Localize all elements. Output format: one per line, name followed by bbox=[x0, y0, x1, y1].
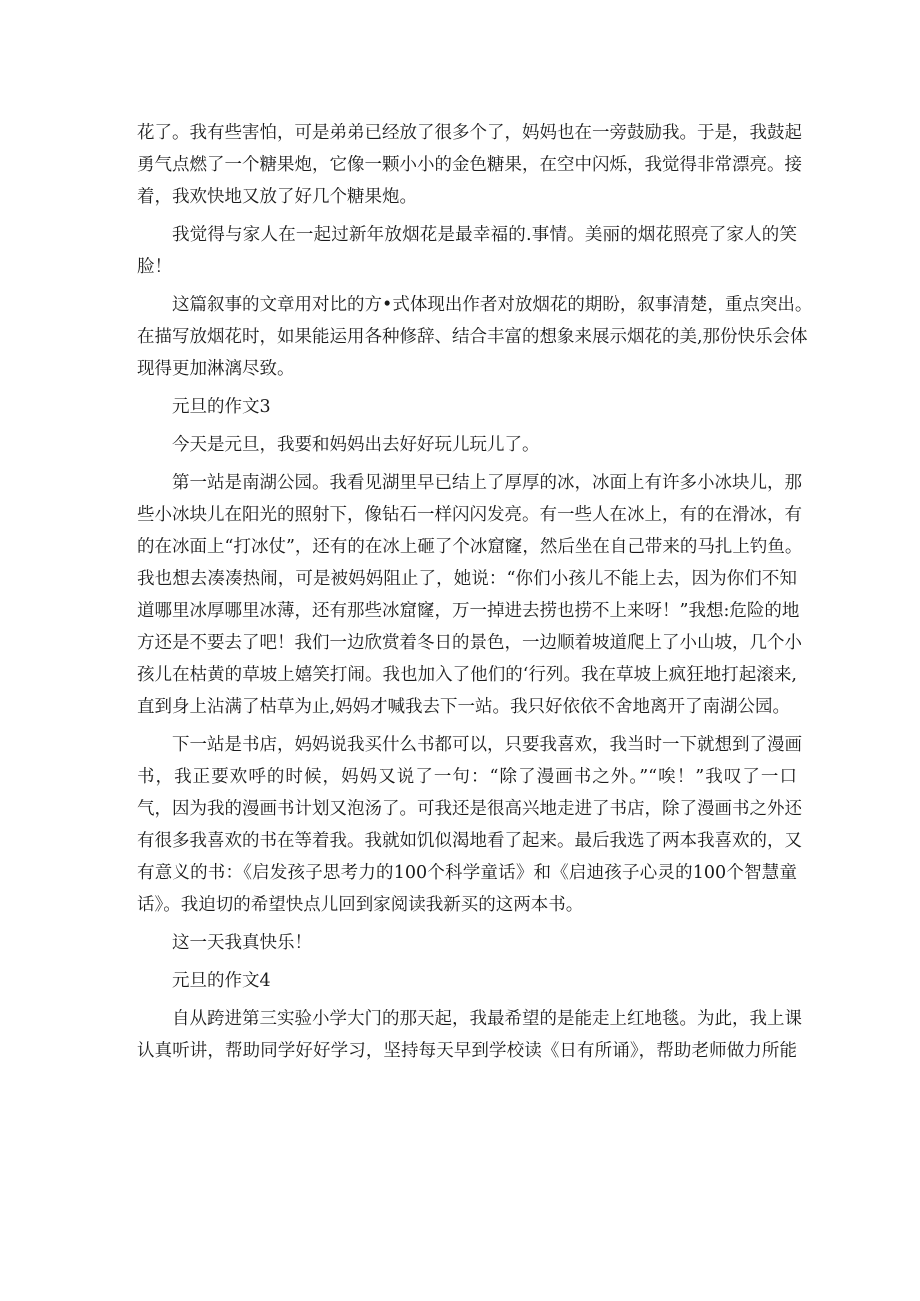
text-line: 脸！ bbox=[137, 257, 172, 277]
text-line: 道哪里冰厚哪里冰薄，还有那些冰窟窿，万一掉进去捞也捞不上来呀！”我想:危险的地 bbox=[137, 601, 800, 621]
paragraph bbox=[137, 429, 797, 461]
section-heading bbox=[137, 965, 797, 997]
text-line: 现得更加淋漓尽致。 bbox=[137, 359, 295, 379]
paragraph bbox=[137, 927, 797, 959]
paragraph bbox=[137, 289, 813, 385]
text-line: 下一站是书店，妈妈说我买什么书都可以，只要我喜欢，我当时一下就想到了漫画 bbox=[172, 735, 802, 755]
text-line: 花了。我有些害怕，可是弟弟已经放了很多个了，妈妈也在一旁鼓励我。于是，我鼓起 bbox=[137, 123, 802, 143]
heading-text: 元旦的作文3 bbox=[172, 397, 271, 417]
text-line: 在描写放烟花时，如果能运用各种修辞、结合丰富的想象来展示烟花的美,那份快乐会体 bbox=[137, 327, 808, 347]
text-line: 直到身上沾满了枯草为止,妈妈才喊我去下一站。我只好依依不舍地离开了南湖公园。 bbox=[137, 697, 791, 717]
text-line: 气，因为我的漫画书计划又泡汤了。可我还是很高兴地走进了书店，除了漫画书之外还 bbox=[137, 799, 802, 819]
text-line: 有很多我喜欢的书在等着我。我就如饥似渴地看了起来。最后我选了两本我喜欢的，又 bbox=[137, 831, 802, 851]
text-line: 有意义的书：《启发孩子思考力的100个科学童话》和《启迪孩子心灵的100个智慧童 bbox=[137, 863, 797, 883]
text-line: 第一站是南湖公园。我看见湖里早已结上了厚厚的冰，冰面上有许多小冰块儿，那 bbox=[172, 473, 802, 493]
text-line: 书，我正要欢呼的时候，妈妈又说了一句：“除了漫画书之外。”“唉！”我叹了一口 bbox=[137, 767, 797, 787]
paragraph bbox=[137, 219, 797, 283]
text-line: 方还是不要去了吧！我们一边欣赏着冬日的景色，一边顺着坡道爬上了小山坡，几个小 bbox=[137, 633, 802, 653]
text-line: 这篇叙事的文章用对比的方•式体现出作者对放烟花的期盼，叙事清楚，重点突出。 bbox=[172, 295, 813, 315]
text-line: 些小冰块儿在阳光的照射下，像钻石一样闪闪发亮。有一些人在冰上，有的在滑冰，有 bbox=[137, 505, 802, 525]
heading-text: 元旦的作文4 bbox=[172, 971, 271, 991]
text-line: 认真听讲，帮助同学好好学习，坚持每天早到学校读《日有所诵》，帮助老师做力所能 bbox=[137, 1041, 797, 1061]
paragraph bbox=[137, 467, 803, 723]
text-line: 着，我欢快地又放了好几个糖果炮。 bbox=[137, 187, 417, 207]
article-body bbox=[137, 117, 813, 1067]
paragraph bbox=[137, 1003, 802, 1067]
text-line: 这一天我真快乐！ bbox=[172, 933, 312, 953]
text-line: 我觉得与家人在一起过新年放烟花是最幸福的.事情。美丽的烟花照亮了家人的笑 bbox=[172, 225, 797, 245]
text-line: 今天是元旦，我要和妈妈出去好好玩儿玩儿了。 bbox=[172, 435, 540, 455]
text-line: 话》。我迫切的希望快点儿回到家阅读我新买的这两本书。 bbox=[137, 895, 584, 915]
paragraph bbox=[137, 729, 802, 921]
paragraph bbox=[137, 117, 802, 213]
text-line: 勇气点燃了一个糖果炮，它像一颗小小的金色糖果，在空中闪烁，我觉得非常漂亮。接 bbox=[137, 155, 802, 175]
text-line: 我也想去凑凑热闹，可是被妈妈阻止了，她说：“你们小孩儿不能上去，因为你们不知 bbox=[137, 569, 797, 589]
text-line: 孩儿在枯黄的草坡上嬉笑打闹。我也加入了他们的‘行列。我在草坡上疯狂地打起滚来, bbox=[137, 665, 797, 685]
text-line: 的在冰面上“打冰仗”，还有的在冰上砸了个冰窟窿，然后坐在自己带来的马扎上钓鱼。 bbox=[137, 537, 803, 557]
text-line: 自从跨进第三实验小学大门的那天起，我最希望的是能走上红地毯。为此，我上课 bbox=[172, 1009, 802, 1029]
section-heading bbox=[137, 391, 797, 423]
